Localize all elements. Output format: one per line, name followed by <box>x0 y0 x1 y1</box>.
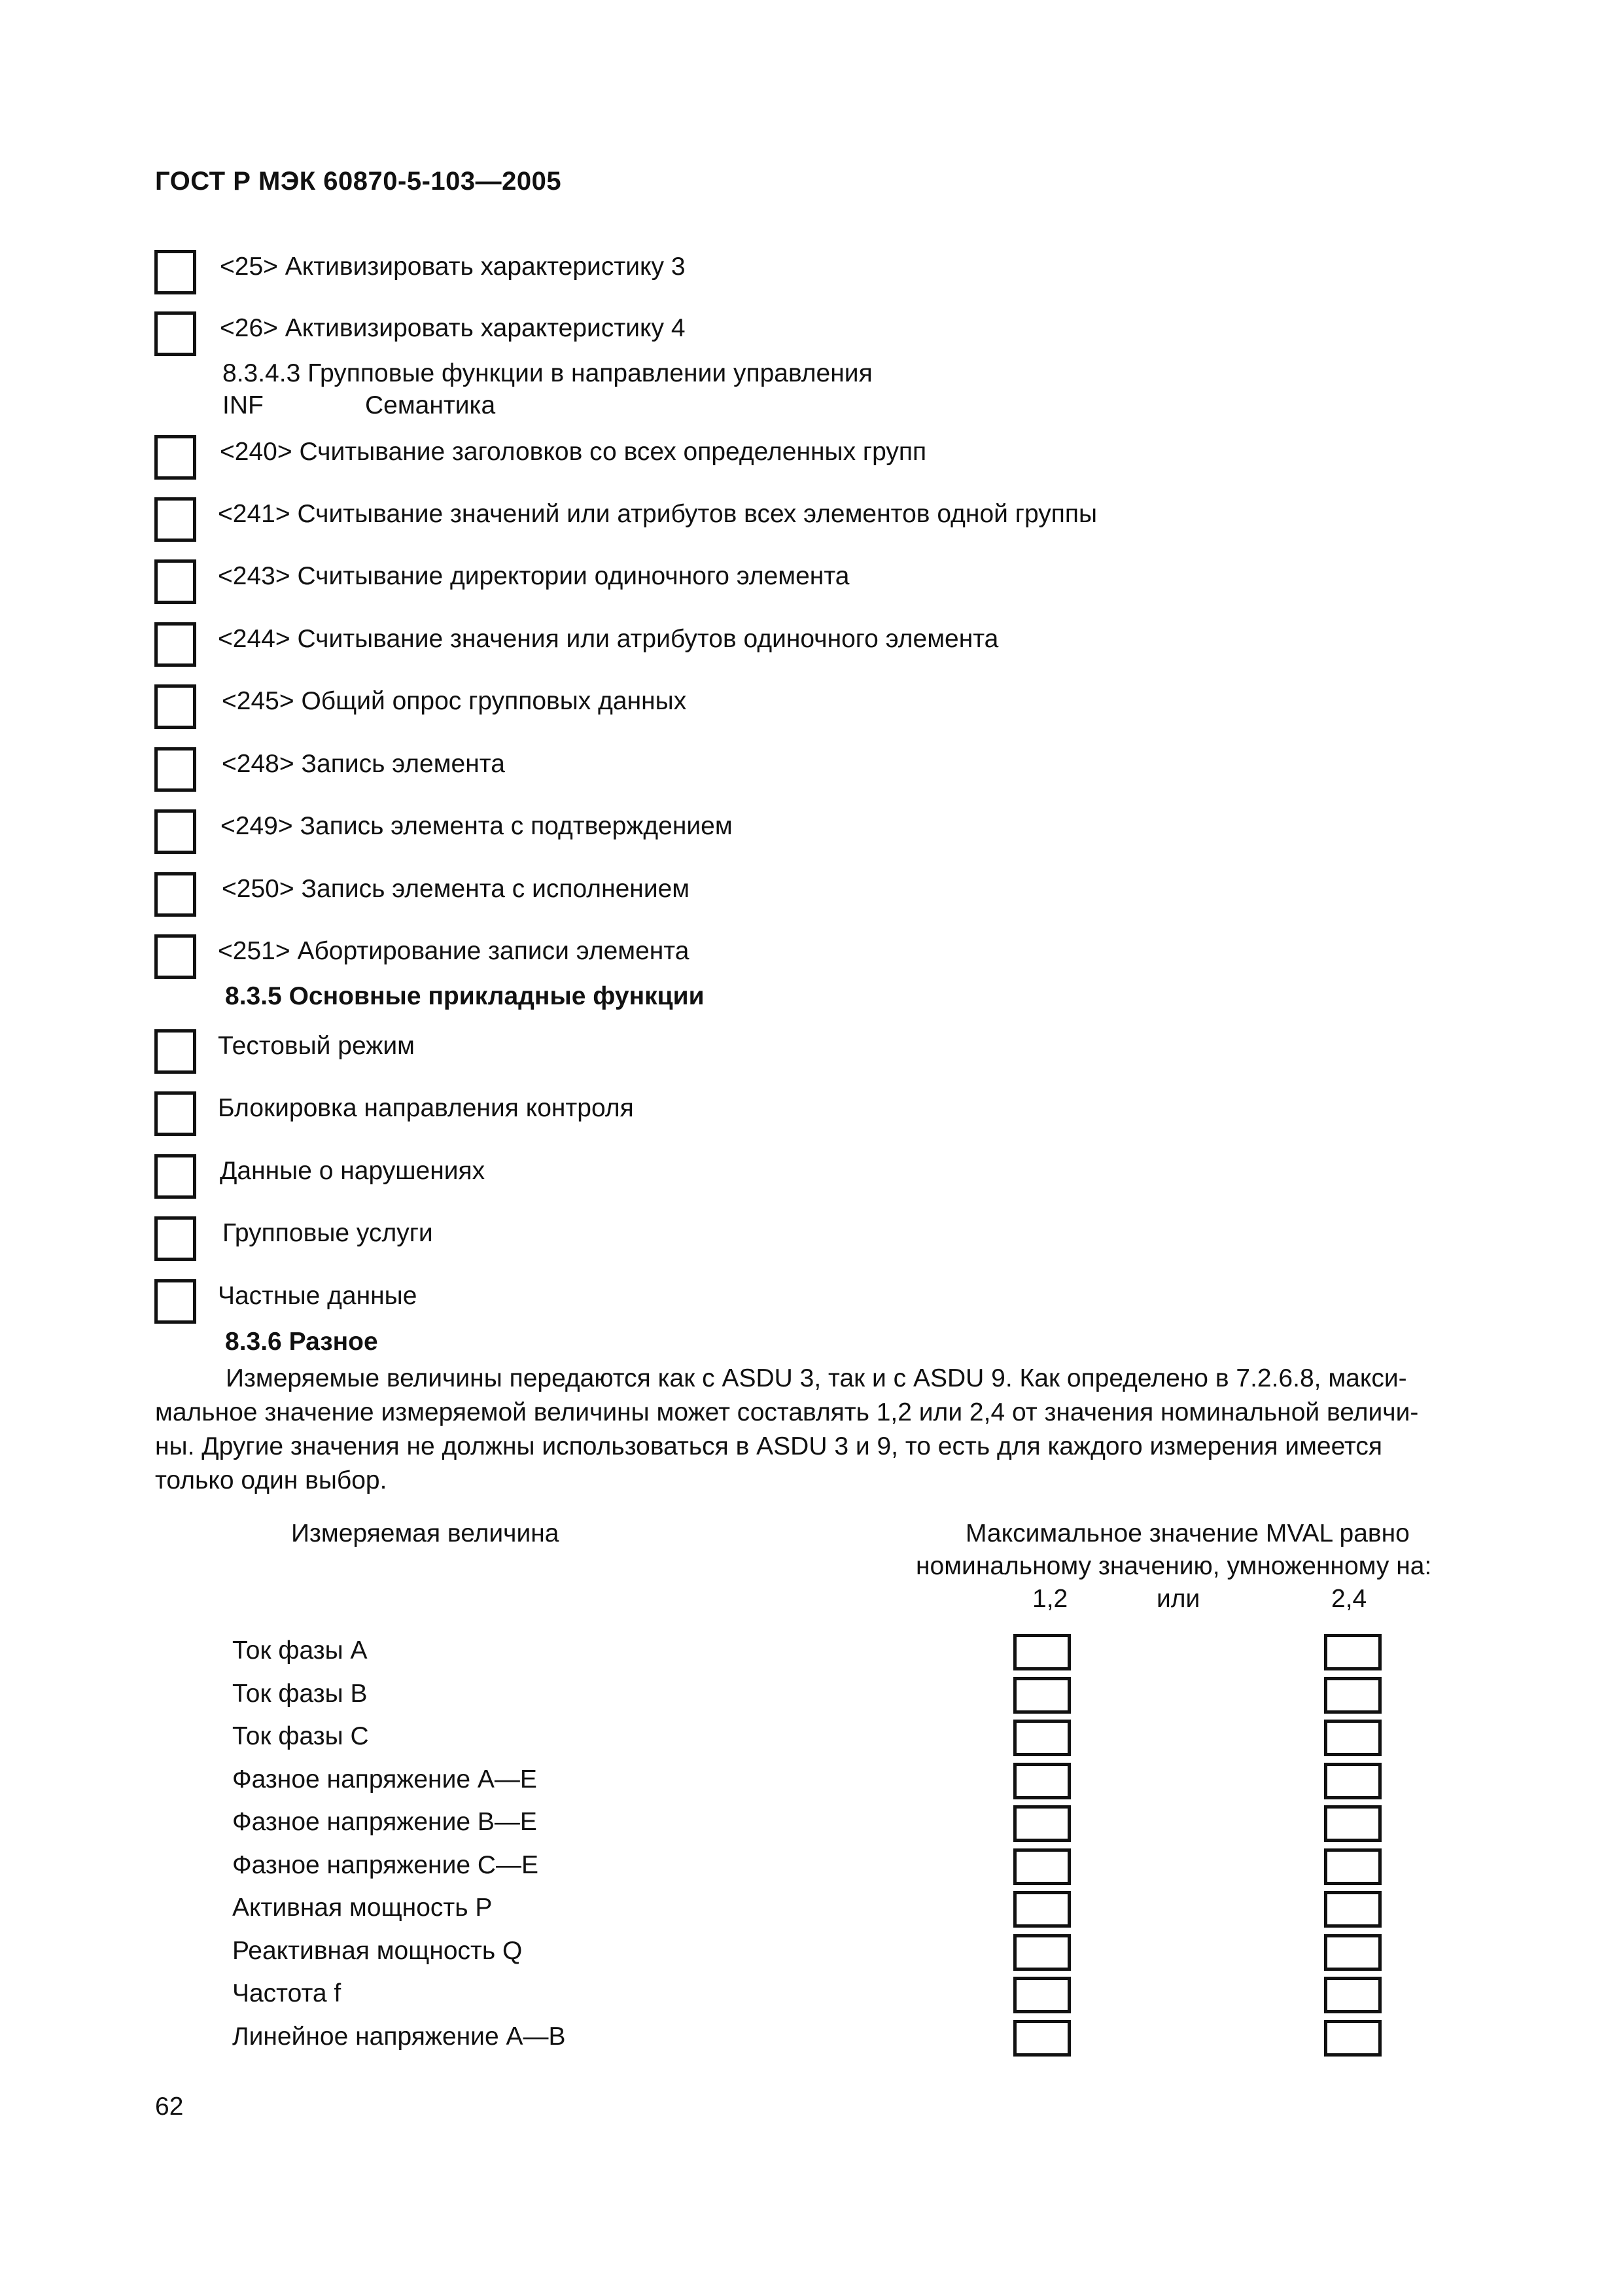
checkbox[interactable] <box>154 934 196 979</box>
checkbox[interactable] <box>154 435 196 480</box>
checkbox-option-1-2[interactable] <box>1013 1763 1071 1799</box>
checkbox-label: <251> Абортирование записи элемента <box>218 937 689 965</box>
measurement-label: Фазное напряжение A—E <box>232 1765 537 1793</box>
checkbox-option-1-2[interactable] <box>1013 1848 1071 1885</box>
measurement-label: Активная мощность P <box>232 1894 493 1922</box>
checkbox[interactable] <box>154 1216 196 1261</box>
paragraph-line: ны. Другие значения не должны использоваться в ASDU 3 и 9, то есть для каждого измерения имеется <box>155 1432 1383 1460</box>
paragraph-line: только один выбор. <box>155 1466 387 1494</box>
checkbox-option-1-2[interactable] <box>1013 1720 1071 1756</box>
column-inf: INF <box>222 391 264 419</box>
mval-header-line1: Максимальное значение MVAL равно <box>966 1519 1410 1547</box>
measurement-label: Ток фазы A <box>232 1636 368 1665</box>
checkbox[interactable] <box>154 497 196 542</box>
checkbox-option-1-2[interactable] <box>1013 1934 1071 1971</box>
section-8-3-4-3-title: 8.3.4.3 Групповые функции в направлении управления <box>222 359 873 387</box>
checkbox-option-2-4[interactable] <box>1324 1805 1382 1842</box>
checkbox-option-1-2[interactable] <box>1013 2020 1071 2057</box>
checkbox[interactable] <box>154 559 196 604</box>
measurement-label: Фазное напряжение C—E <box>232 1851 539 1879</box>
measured-quantity-header: Измеряемая величина <box>291 1519 559 1547</box>
checkbox-label: <244> Считывание значения или атрибутов одиночного элемента <box>218 625 999 653</box>
measurement-label: Линейное напряжение A—B <box>232 2022 566 2051</box>
checkbox[interactable] <box>154 684 196 729</box>
option-1-2-label: 1,2 <box>1032 1585 1068 1613</box>
checkbox-option-1-2[interactable] <box>1013 1977 1071 2013</box>
checkbox-option-1-2[interactable] <box>1013 1891 1071 1928</box>
option-2-4-label: 2,4 <box>1331 1585 1367 1613</box>
checkbox[interactable] <box>154 311 196 356</box>
checkbox-option-2-4[interactable] <box>1324 1848 1382 1885</box>
checkbox-option-2-4[interactable] <box>1324 1891 1382 1928</box>
checkbox-option-2-4[interactable] <box>1324 1977 1382 2013</box>
checkbox-label: Групповые услуги <box>222 1219 433 1247</box>
page-number: 62 <box>155 2093 184 2121</box>
checkbox[interactable] <box>154 872 196 917</box>
checkbox[interactable] <box>154 1029 196 1074</box>
checkbox-label: <248> Запись элемента <box>222 750 505 778</box>
checkbox-option-2-4[interactable] <box>1324 2020 1382 2057</box>
checkbox-option-2-4[interactable] <box>1324 1934 1382 1971</box>
measurement-label: Ток фазы C <box>232 1722 369 1750</box>
section-8-3-5-title: 8.3.5 Основные прикладные функции <box>225 982 705 1010</box>
checkbox-option-1-2[interactable] <box>1013 1805 1071 1842</box>
checkbox[interactable] <box>154 1091 196 1136</box>
measurement-label: Фазное напряжение B—E <box>232 1808 537 1836</box>
checkbox[interactable] <box>154 250 196 294</box>
checkbox-label: <243> Считывание директории одиночного элемента <box>218 562 850 590</box>
document-header: ГОСТ Р МЭК 60870-5-103—2005 <box>155 167 562 196</box>
checkbox[interactable] <box>154 747 196 792</box>
or-label: или <box>1157 1585 1200 1613</box>
checkbox-label: <245> Общий опрос групповых данных <box>222 687 687 715</box>
checkbox-label: Частные данные <box>218 1282 417 1310</box>
checkbox-option-1-2[interactable] <box>1013 1634 1071 1670</box>
paragraph-line: мальное значение измеряемой величины может составлять 1,2 или 2,4 от значения номинальной величи- <box>155 1398 1419 1426</box>
checkbox-label: <240> Считывание заголовков со всех определенных групп <box>220 438 927 466</box>
checkbox[interactable] <box>154 622 196 667</box>
paragraph-line: Измеряемые величины передаются как с ASDU 3, так и с ASDU 9. Как определено в 7.2.6.8, макси- <box>226 1364 1407 1392</box>
section-8-3-6-title: 8.3.6 Разное <box>225 1328 378 1356</box>
checkbox-option-2-4[interactable] <box>1324 1720 1382 1756</box>
mval-header-line2: номинальному значению, умноженному на: <box>916 1552 1432 1580</box>
measurement-label: Реактивная мощность Q <box>232 1937 523 1965</box>
checkbox-label: <241> Считывание значений или атрибутов всех элементов одной группы <box>218 500 1098 528</box>
measurement-label: Частота f <box>232 1979 341 2007</box>
checkbox-option-2-4[interactable] <box>1324 1763 1382 1799</box>
checkbox-option-2-4[interactable] <box>1324 1634 1382 1670</box>
measurement-label: Ток фазы B <box>232 1680 368 1708</box>
section-8-3-6-paragraph <box>155 1362 1478 1498</box>
checkbox-label: <25> Активизировать характеристику 3 <box>220 253 686 281</box>
checkbox-option-1-2[interactable] <box>1013 1677 1071 1714</box>
checkbox[interactable] <box>154 1154 196 1199</box>
checkbox-label: Данные о нарушениях <box>220 1157 485 1185</box>
checkbox[interactable] <box>154 809 196 854</box>
checkbox-label: Тестовый режим <box>218 1032 415 1060</box>
checkbox-label: <249> Запись элемента с подтверждением <box>220 812 733 840</box>
checkbox-option-2-4[interactable] <box>1324 1677 1382 1714</box>
checkbox-label: Блокировка направления контроля <box>218 1094 634 1122</box>
checkbox[interactable] <box>154 1279 196 1324</box>
checkbox-label: <26> Активизировать характеристику 4 <box>220 314 686 342</box>
checkbox-label: <250> Запись элемента с исполнением <box>222 875 690 903</box>
column-semantics: Семантика <box>365 391 496 419</box>
